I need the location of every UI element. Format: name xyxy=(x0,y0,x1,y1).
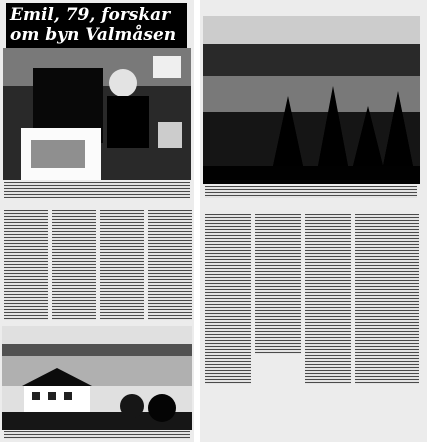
right-text-column-4 xyxy=(355,214,419,384)
right-text-column-2 xyxy=(255,214,301,354)
text-column-1 xyxy=(4,210,48,320)
lake-landscape-photo xyxy=(203,16,420,184)
byline xyxy=(205,206,265,212)
photo-caption-emil xyxy=(4,182,190,198)
photo-caption-lake xyxy=(205,186,417,198)
text-column-2 xyxy=(52,210,96,320)
right-text-column-3 xyxy=(305,214,351,384)
lake-landscape-photo-icon xyxy=(203,16,420,184)
text-column-3 xyxy=(100,210,144,320)
right-text-column-1 xyxy=(205,214,251,384)
photo-caption-house xyxy=(4,431,190,439)
house-lake-photo xyxy=(2,326,192,430)
emil-reading-photo xyxy=(3,48,191,180)
house-by-lake-photo-icon xyxy=(2,326,192,430)
person-reading-photo-icon xyxy=(3,48,191,180)
headline: Emil, 79, forskar om byn Valmåsen xyxy=(6,3,187,48)
masthead xyxy=(205,4,415,15)
text-column-4 xyxy=(148,210,192,320)
